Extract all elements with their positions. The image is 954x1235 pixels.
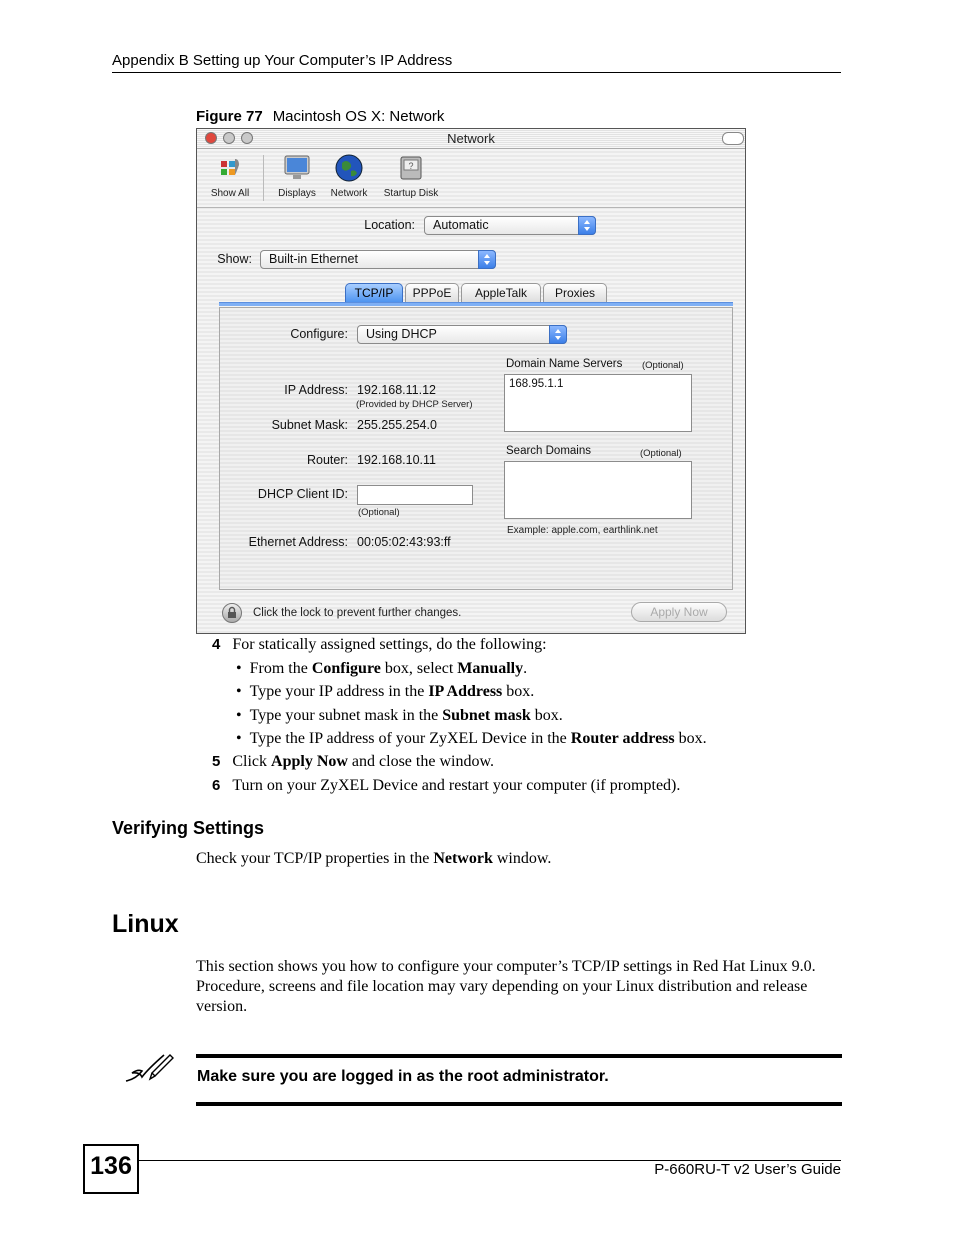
bullet-icon: •: [236, 660, 242, 677]
search-domains-label: Search Domains: [506, 445, 592, 457]
footer-guide-title: P-660RU-T v2 User’s Guide: [654, 1161, 841, 1178]
step-number: 5: [212, 753, 221, 770]
bullet-text: box.: [674, 730, 707, 747]
bullet-router: [236, 730, 707, 748]
location-popup[interactable]: [424, 216, 596, 235]
step-4: [212, 636, 547, 654]
verify-text: Check your TCP/IP properties in the: [196, 850, 434, 867]
dhcp-client-id-note: (Optional): [358, 507, 400, 518]
bullet-bold: Manually: [457, 660, 524, 677]
verify-paragraph: [196, 850, 551, 868]
tab-appletalk[interactable]: AppleTalk: [461, 283, 541, 302]
note-rule-bottom: [196, 1102, 842, 1106]
apply-now-button[interactable]: Apply Now: [631, 602, 727, 622]
startup-disk-label: Startup Disk: [383, 188, 439, 199]
note-rule-top: [196, 1054, 842, 1058]
note-pencil-icon: [122, 1051, 176, 1087]
bullet-text: Type your IP address in the: [249, 683, 429, 700]
ethernet-address-value: 00:05:02:43:93:ff: [357, 535, 451, 549]
bullet-subnet-mask: [236, 707, 563, 725]
window-title: Network: [447, 131, 495, 146]
step-text: Click: [232, 753, 272, 770]
startup-disk-icon: [396, 153, 426, 183]
bullet-text: box.: [502, 683, 535, 700]
show-popup[interactable]: [260, 250, 496, 269]
tcpip-panel: [219, 307, 733, 590]
router-label: Router:: [307, 453, 348, 467]
search-domains-field[interactable]: [504, 461, 692, 519]
bullet-bold: Configure: [311, 660, 381, 677]
show-all-label: Show All: [210, 188, 250, 199]
location-label: Location:: [364, 218, 415, 232]
configure-value: Using DHCP: [366, 327, 437, 341]
bullet-text: box, select: [380, 660, 458, 677]
verify-bold: Network: [433, 850, 493, 867]
dns-server-value: 168.95.1.1: [509, 378, 564, 390]
bullet-bold: Router address: [570, 730, 675, 747]
page-number: 136: [90, 1152, 132, 1180]
bullet-text: Type the IP address of your ZyXEL Device in the: [249, 730, 571, 747]
lock-text: Click the lock to prevent further changes.: [253, 607, 462, 619]
bullet-bold: IP Address: [428, 683, 503, 700]
figure-title: Macintosh OS X: Network: [272, 108, 445, 125]
router-value: 192.168.10.11: [357, 453, 437, 467]
show-value: Built-in Ethernet: [269, 252, 358, 266]
globe-icon: [334, 153, 364, 183]
displays-label: Displays: [278, 188, 316, 199]
ip-address-note: (Provided by DHCP Server): [356, 399, 473, 410]
toolbar-startup-disk[interactable]: [377, 153, 445, 199]
location-value: Automatic: [433, 218, 489, 232]
popup-arrows-icon: [478, 250, 496, 269]
configure-popup[interactable]: [357, 325, 567, 344]
ethernet-address-label: Ethernet Address:: [248, 535, 348, 549]
search-domains-optional: (Optional): [640, 448, 682, 459]
padlock-icon: [223, 604, 241, 622]
dns-optional: (Optional): [642, 360, 684, 371]
dhcp-client-id-input[interactable]: [357, 485, 473, 505]
popup-arrows-icon: [549, 325, 567, 344]
window-titlebar: [197, 129, 745, 149]
show-label: Show:: [217, 252, 252, 266]
dns-servers-field[interactable]: [504, 374, 692, 432]
toolbar-show-all[interactable]: [203, 153, 257, 199]
subnet-mask-value: 255.255.254.0: [357, 418, 437, 432]
dhcp-client-id-label: DHCP Client ID:: [257, 487, 348, 501]
bullet-text: .: [523, 660, 528, 677]
show-all-icon: [215, 153, 245, 183]
tab-pppoe[interactable]: PPPoE: [405, 283, 459, 302]
header-rule: [112, 72, 841, 73]
linux-paragraph: This section shows you how to configure your computer’s TCP/IP settings in Red Hat Linux 9.0. Procedure, screens and file location may vary depending on your Linux distribution and release version.: [196, 958, 816, 1015]
ip-address-value: 192.168.11.12: [357, 383, 437, 397]
bullet-ip-address: [236, 683, 534, 701]
toolbar-network[interactable]: [325, 153, 373, 199]
section-heading-verifying: Verifying Settings: [112, 818, 265, 838]
bullet-icon: •: [236, 730, 242, 747]
step-6: [212, 777, 680, 795]
step-number: 6: [212, 777, 221, 794]
tab-underline: [219, 302, 733, 306]
toolbar-displays[interactable]: [271, 153, 323, 199]
bullet-configure: [236, 660, 527, 678]
step-text: Turn on your ZyXEL Device and restart your computer (if prompted).: [232, 777, 681, 794]
tab-tcpip[interactable]: TCP/IP: [345, 283, 403, 302]
window-toolbar: [197, 149, 745, 208]
running-header: Appendix B Setting up Your Computer’s IP Address: [112, 52, 453, 69]
step-5: [212, 753, 494, 771]
subnet-mask-label: Subnet Mask:: [271, 418, 348, 432]
network-window: [196, 128, 746, 634]
bullet-text: Type your subnet mask in the: [249, 707, 443, 724]
tab-proxies[interactable]: Proxies: [543, 283, 607, 302]
step-text: For statically assigned settings, do the following:: [232, 636, 547, 653]
display-icon: [282, 153, 312, 183]
popup-arrows-icon: [578, 216, 596, 235]
note-text: Make sure you are logged in as the root administrator.: [197, 1068, 609, 1085]
bullet-icon: •: [236, 683, 242, 700]
step-text: and close the window.: [347, 753, 494, 770]
bullet-text: From the: [249, 660, 312, 677]
svg-text:?: ?: [408, 161, 414, 171]
figure-label: Figure 77: [196, 108, 263, 125]
toolbar-toggle-icon[interactable]: [722, 132, 744, 145]
figure-caption: [196, 108, 444, 125]
search-domains-example: Example: apple.com, earthlink.net: [507, 525, 658, 536]
toolbar-separator: [263, 155, 264, 201]
dns-label: Domain Name Servers: [506, 358, 623, 370]
bullet-bold: Subnet mask: [442, 707, 531, 724]
step-bold: Apply Now: [271, 753, 348, 770]
network-label: Network: [330, 188, 368, 199]
section-heading-linux: Linux: [112, 910, 179, 938]
step-number: 4: [212, 636, 221, 653]
bullet-icon: •: [236, 707, 242, 724]
bullet-text: box.: [530, 707, 563, 724]
configure-label: Configure:: [290, 327, 348, 341]
ip-address-label: IP Address:: [284, 383, 348, 397]
lock-icon[interactable]: [222, 603, 242, 623]
verify-text: window.: [492, 850, 552, 867]
